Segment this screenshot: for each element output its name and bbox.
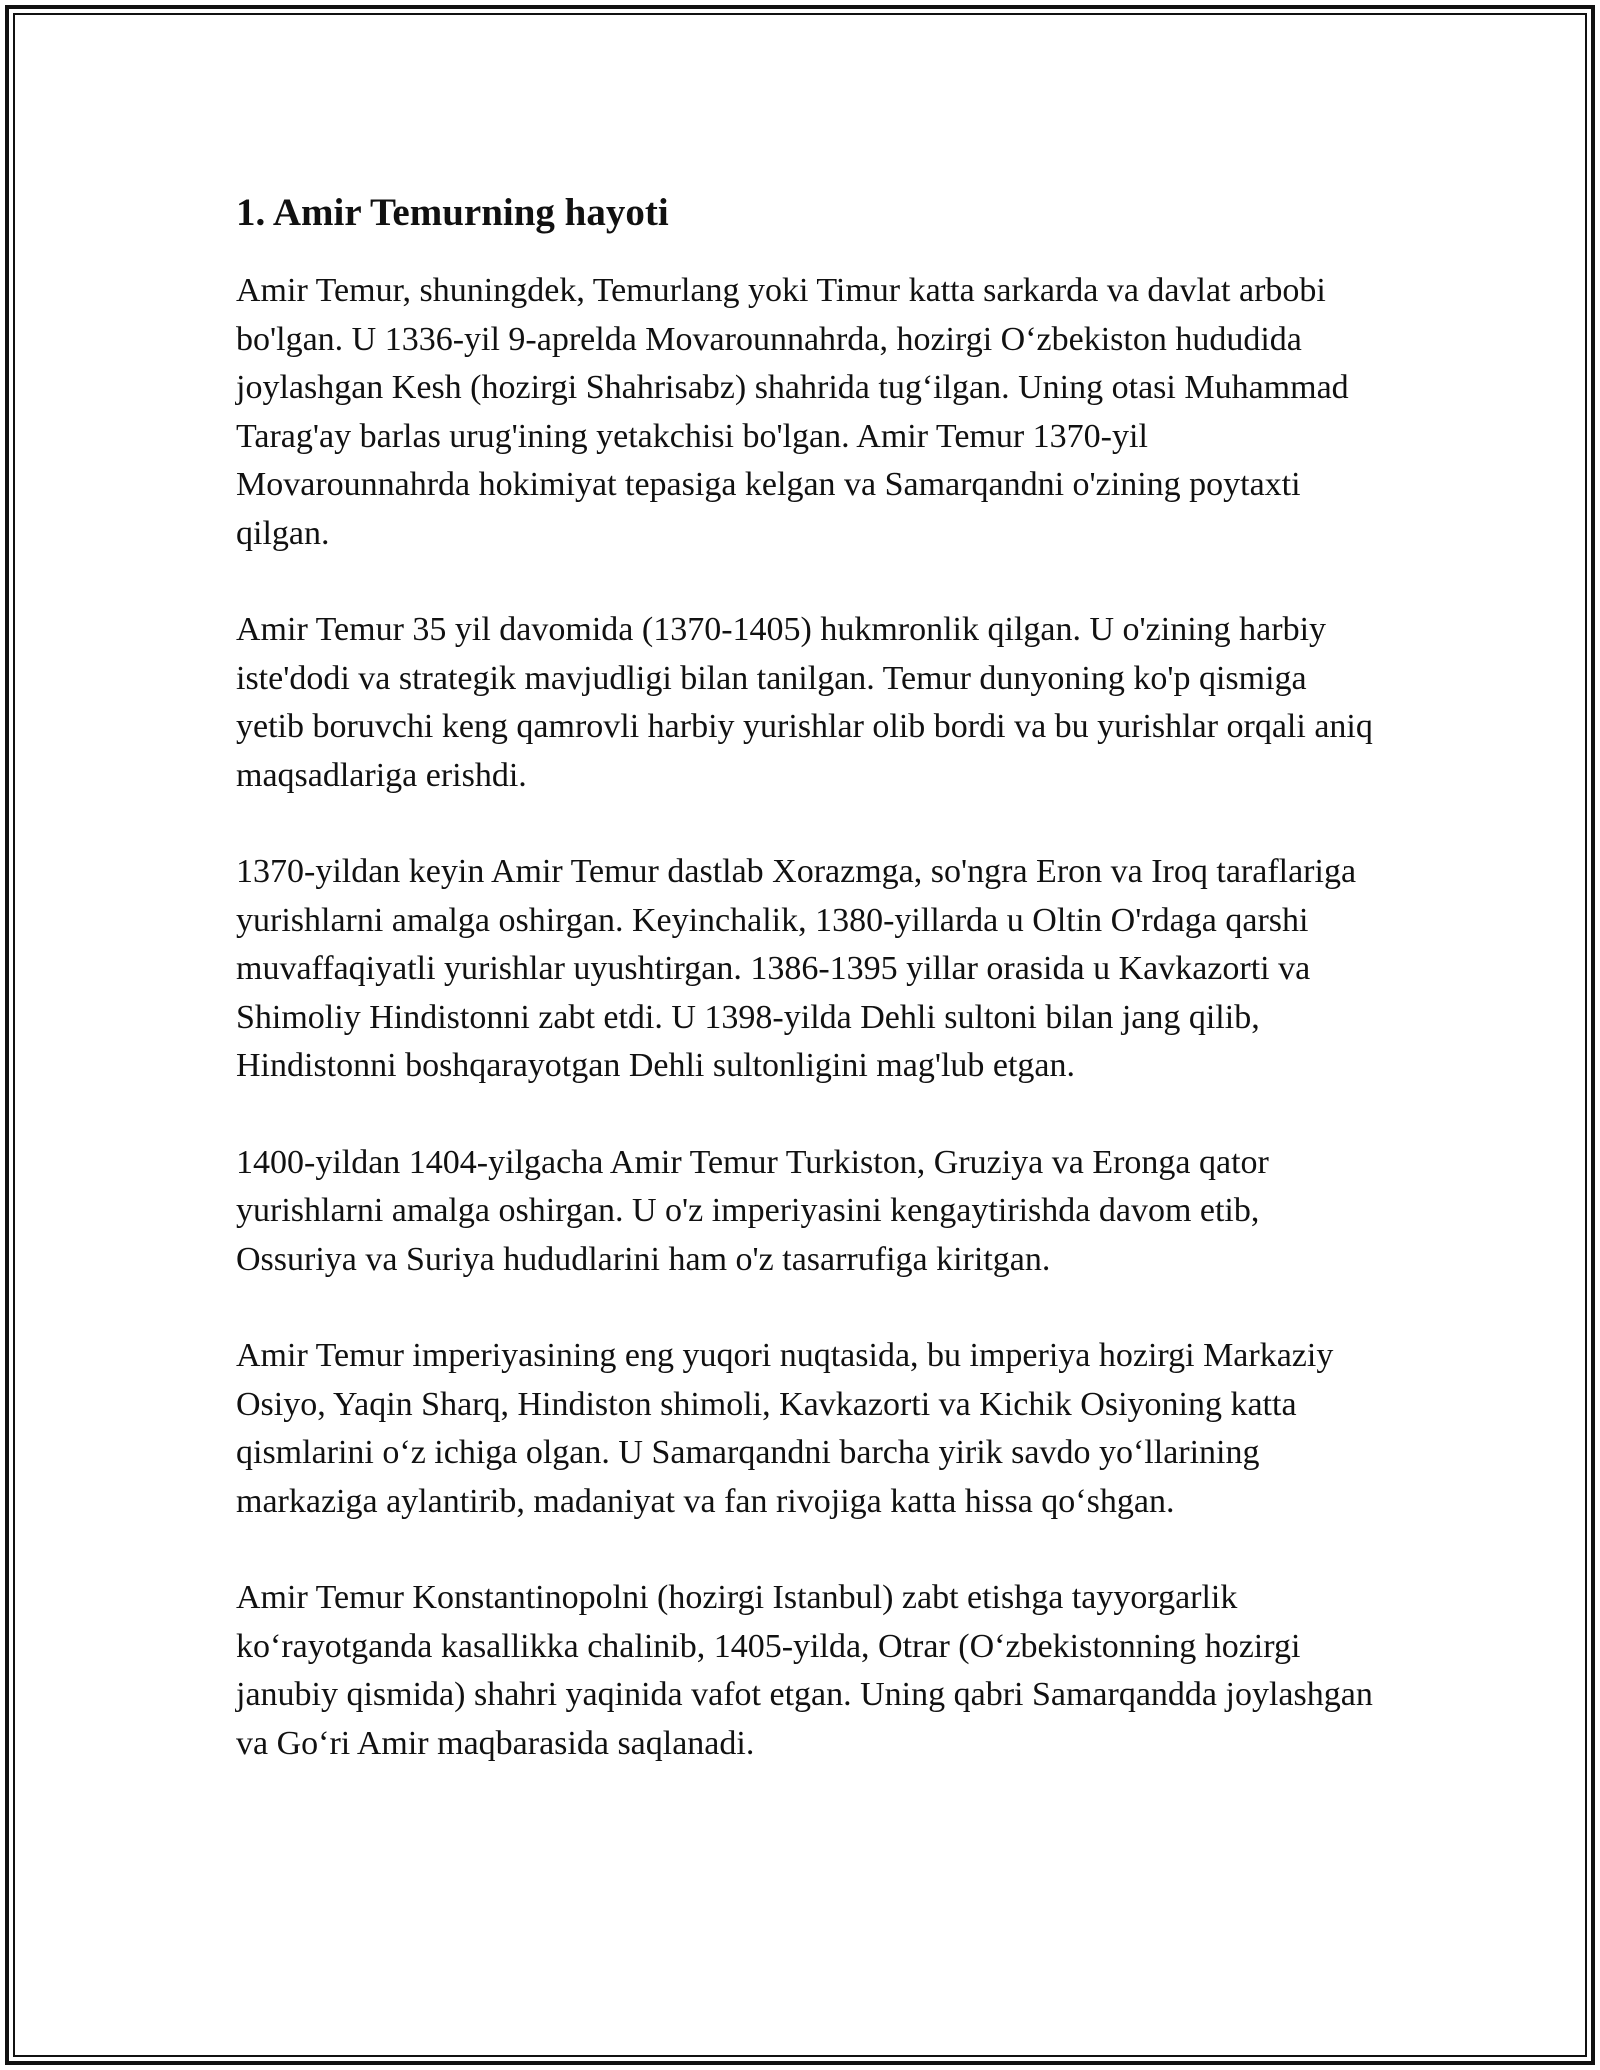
document-body (236, 185, 1376, 1816)
paragraph-early-campaigns: 1370-yildan keyin Amir Temur dastlab Xorazmga, so'ngra Eron va Iroq taraflariga yurishlarni amalga oshirgan. Keyinchalik, 1380-yillarda u Oltin O'rdaga qarshi muvaffaqiyatli yurishlar uyushtirgan. 1386-1395 yillar orasida u Kavkazorti va Shimoliy Hindistonni zabt etdi. U 1398-yilda Dehli sultoni bilan jang qilib, Hindistonni boshqarayotgan Dehli sultonligini mag'lub etgan. (236, 853, 1357, 1084)
paragraph-empire-extent: Amir Temur imperiyasining eng yuqori nuqtasida, bu imperiya hozirgi Markaziy Osiyo, Yaqin Sharq, Hindiston shimoli, Kavkazorti va Kichik Osiyoning katta qismlarini o‘z ichiga olgan. U Samarqandni barcha yirik savdo yo‘llarining markaziga aylantirib, madaniyat va fan rivojiga katta hissa qo‘shgan. (236, 1337, 1334, 1520)
paragraph-later-campaigns: 1400-yildan 1404-yilgacha Amir Temur Turkiston, Gruziya va Eronga qator yurishlarni amalga oshirgan. U o'z imperiyasini kengaytirishda davom etib, Ossuriya va Suriya hududlarini ham o'z tasarrufiga kiritgan. (236, 1143, 1269, 1278)
paragraph-reign: Amir Temur 35 yil davomida (1370-1405) hukmronlik qilgan. U o'zining harbiy iste'dodi va strategik mavjudligi bilan tanilgan. Temur dunyoning ko'p qismiga yetib boruvchi keng qamrovli harbiy yurishlar olib bordi va bu yurishlar orqali aniq maqsadlariga erishdi. (236, 611, 1373, 794)
section-heading: 1. Amir Temurning hayoti (236, 191, 669, 234)
paragraph-birth: Amir Temur, shuningdek, Temurlang yoki Timur katta sarkarda va davlat arbobi bo'lgan. U 1336-yil 9-aprelda Movarounnahrda, hozirgi O‘zbekiston hududida joylashgan Kesh (hozirgi Shahrisabz) shahrida tug‘ilgan. Uning otasi Muhammad Tarag'ay barlas urug'ining yetakchisi bo'lgan. Amir Temur 1370-yil Movarounnahrda hokimiyat tepasiga kelgan va Samarqandni o'zining poytaxti qilgan. (236, 272, 1349, 552)
paragraph-death: Amir Temur Konstantinopolni (hozirgi Istanbul) zabt etishga tayyorgarlik ko‘rayotganda kasallikka chalinib, 1405-yilda, Otrar (O‘zbekistonning hozirgi janubiy qismida) shahri yaqinida vafot etgan. Uning qabri Samarqandda joylashgan va Go‘ri Amir maqbarasida saqlanadi. (236, 1579, 1373, 1762)
